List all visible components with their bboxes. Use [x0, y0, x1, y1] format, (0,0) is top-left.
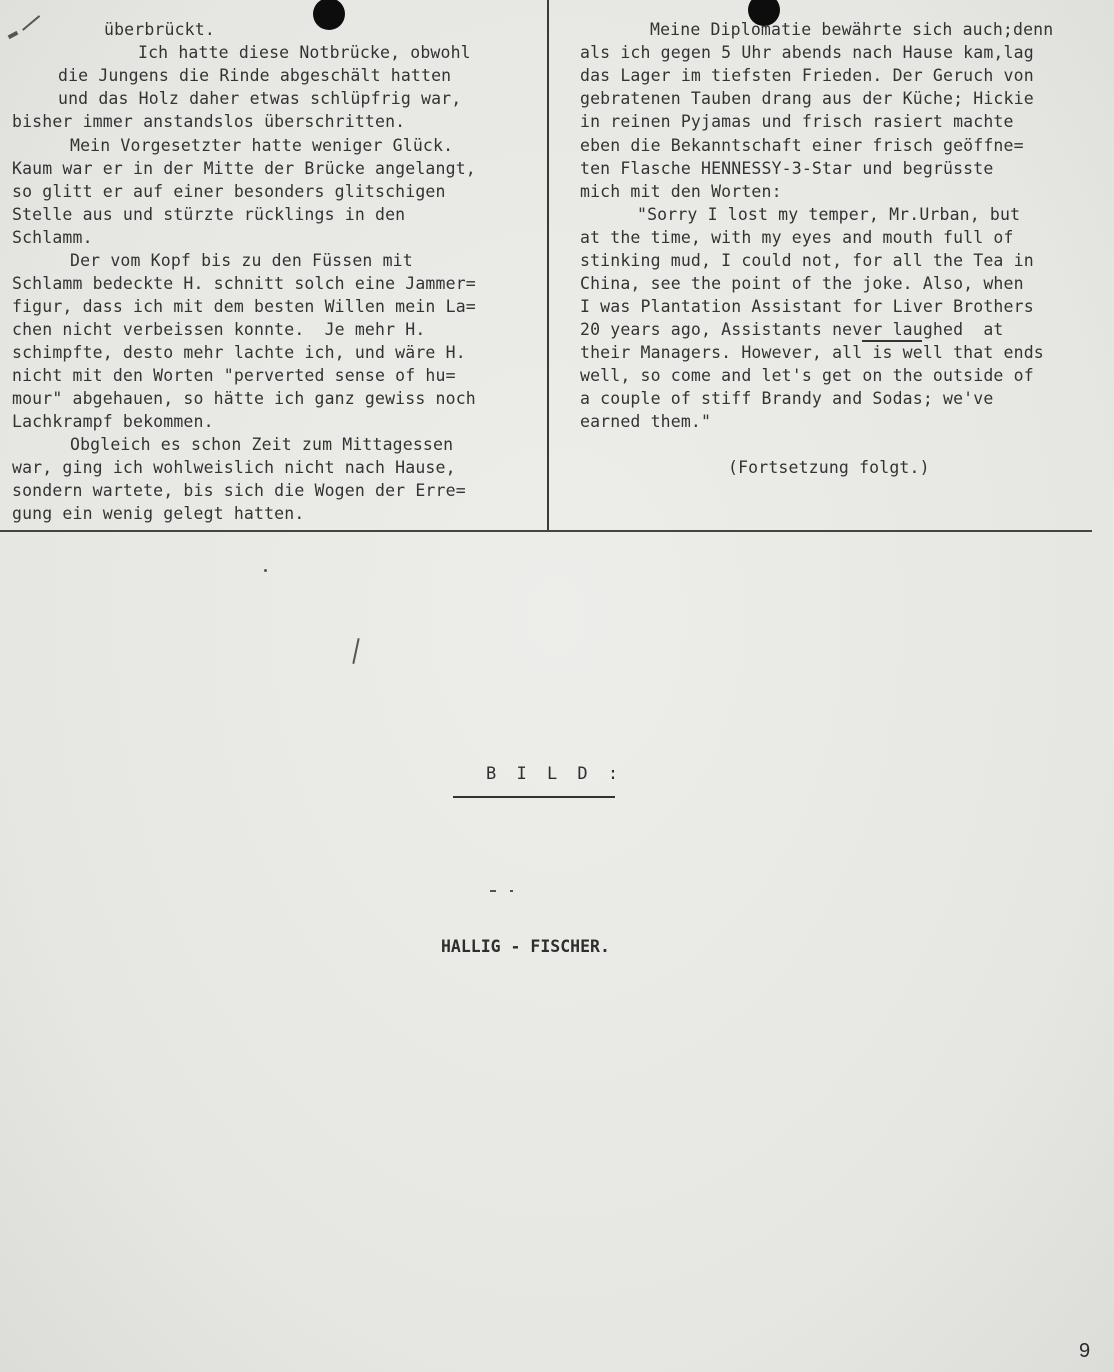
left-line: Kaum war er in der Mitte der Brücke angelangt,	[12, 159, 476, 178]
right-line: 20 years ago, Assistants never laughed at	[580, 320, 1004, 339]
column-divider	[547, 0, 549, 530]
left-line: und das Holz daher etwas schlüpfrig war,	[58, 89, 462, 108]
left-line: mour" abgehauen, so hätte ich ganz gewiss noch	[12, 389, 476, 408]
right-line: I was Plantation Assistant for Liver Brothers	[580, 297, 1034, 316]
ink-mark	[264, 569, 267, 572]
left-line: Lachkrampf bekommen.	[12, 412, 214, 431]
right-line: eben die Bekanntschaft einer frisch geöffne=	[580, 136, 1024, 155]
right-line: in reinen Pyjamas und frisch rasiert machte	[580, 112, 1014, 131]
left-line: überbrückt.	[104, 20, 215, 39]
picture-heading-underline	[453, 796, 615, 798]
right-line: their Managers. However, all is well that ends	[580, 343, 1044, 362]
left-line: die Jungens die Rinde abgeschält hatten	[58, 66, 452, 85]
section-divider	[0, 530, 1092, 532]
right-line: at the time, with my eyes and mouth full of	[580, 228, 1014, 247]
left-line: bisher immer anstandslos überschritten.	[12, 112, 406, 131]
right-line: das Lager im tiefsten Frieden. Der Geruch von	[580, 66, 1034, 85]
left-line: Stelle aus und stürzte rücklings in den	[12, 205, 406, 224]
left-line: so glitt er auf einer besonders glitschigen	[12, 182, 446, 201]
right-line: China, see the point of the joke. Also, when	[580, 274, 1024, 293]
word-underline	[862, 340, 922, 342]
picture-heading: B I L D :	[486, 764, 624, 784]
ink-mark	[352, 638, 359, 664]
right-line: a couple of stiff Brandy and Sodas; we've	[580, 389, 994, 408]
right-line: gebratenen Tauben drang aus der Küche; Hickie	[580, 89, 1034, 108]
left-line: chen nicht verbeissen konnte. Je mehr H.	[12, 320, 426, 339]
right-line: Meine Diplomatie bewährte sich auch;denn	[650, 20, 1054, 39]
left-line: schimpfte, desto mehr lachte ich, und wäre H.	[12, 343, 466, 362]
left-line: sondern wartete, bis sich die Wogen der Erre=	[12, 481, 466, 500]
punch-hole-left	[313, 0, 345, 30]
left-line: gung ein wenig gelegt hatten.	[12, 504, 305, 523]
right-line: stinking mud, I could not, for all the Tea in	[580, 251, 1034, 270]
page-number: 9	[1079, 1340, 1091, 1362]
left-line: Der vom Kopf bis zu den Füssen mit	[70, 251, 413, 270]
ink-mark	[510, 890, 513, 892]
left-line: nicht mit den Worten "perverted sense of hu=	[12, 366, 456, 385]
right-line: earned them."	[580, 412, 712, 431]
ink-mark	[22, 15, 40, 30]
left-line: Ich hatte diese Notbrücke, obwohl	[138, 43, 471, 62]
left-line: Schlamm bedeckte H. schnitt solch eine Jammer=	[12, 274, 476, 293]
right-line: als ich gegen 5 Uhr abends nach Hause kam,lag	[580, 43, 1034, 62]
ink-mark	[8, 31, 19, 39]
left-line: war, ging ich wohlweislich nicht nach Hause,	[12, 458, 456, 477]
right-line: "Sorry I lost my temper, Mr.Urban, but	[637, 205, 1021, 224]
right-line: ten Flasche HENNESSY-3-Star und begrüsste	[580, 159, 994, 178]
picture-caption: HALLIG - FISCHER.	[441, 937, 610, 956]
continuation-note: (Fortsetzung folgt.)	[728, 458, 930, 477]
right-line: mich mit den Worten:	[580, 182, 782, 201]
left-line: Schlamm.	[12, 228, 93, 247]
left-line: figur, dass ich mit dem besten Willen mein La=	[12, 297, 476, 316]
right-line: well, so come and let's get on the outside of	[580, 366, 1034, 385]
ink-mark	[490, 890, 496, 892]
left-line: Mein Vorgesetzter hatte weniger Glück.	[70, 136, 454, 155]
left-line: Obgleich es schon Zeit zum Mittagessen	[70, 435, 454, 454]
